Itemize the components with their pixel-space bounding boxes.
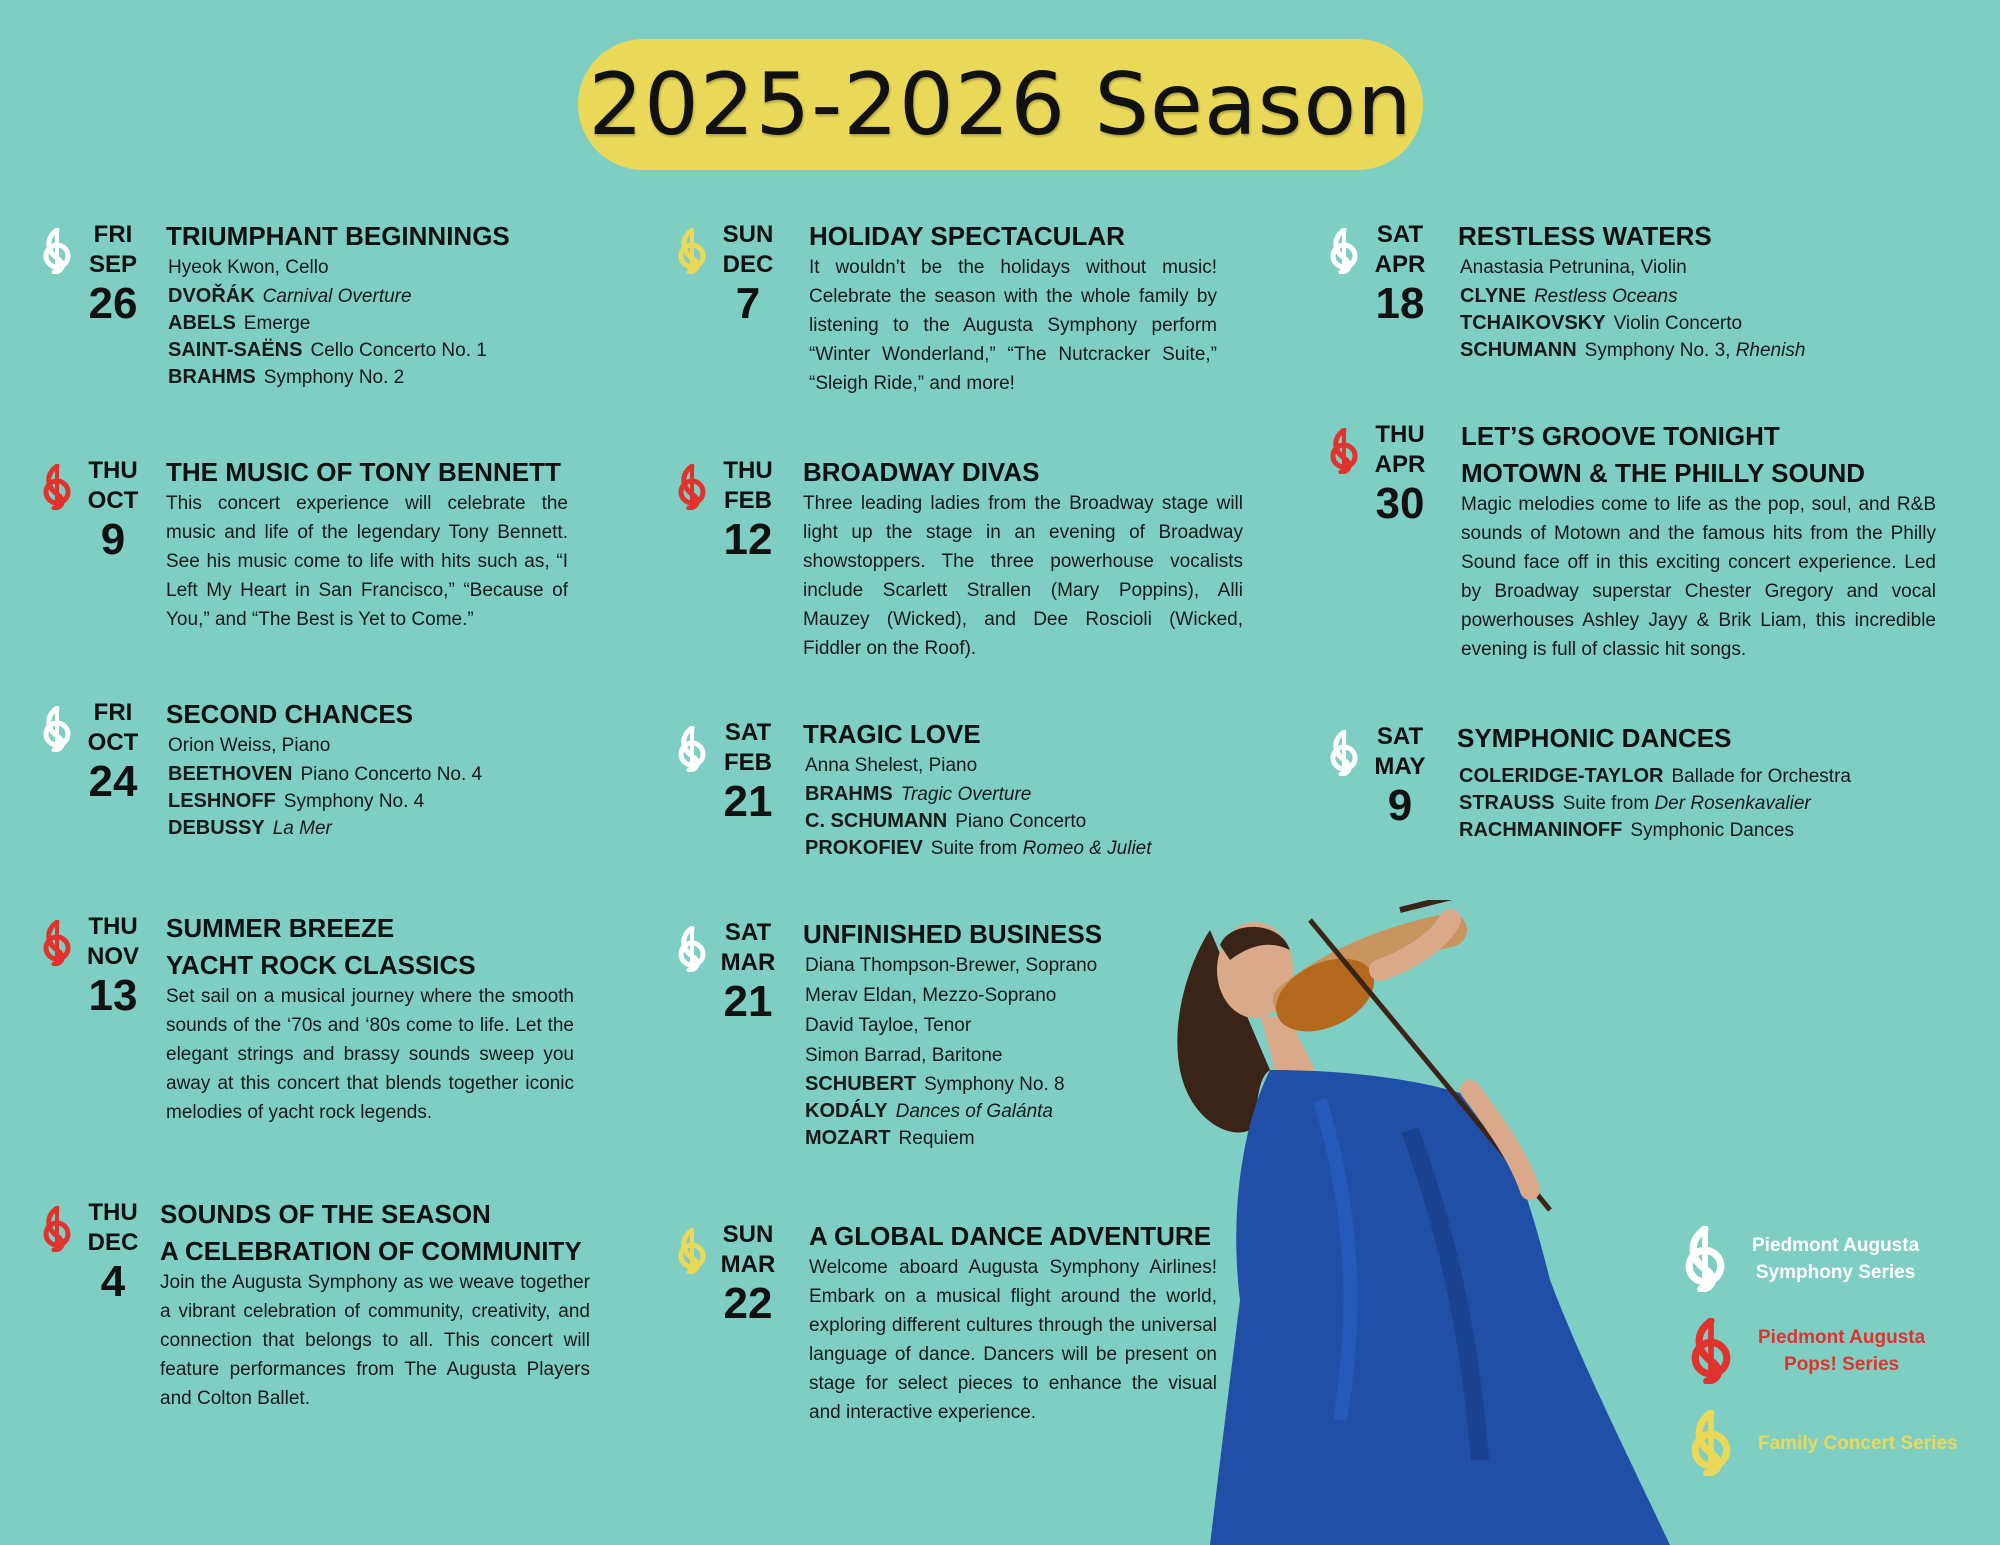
program-item: [168, 815, 608, 842]
program-item: [168, 283, 608, 310]
program-composer: SCHUMANN: [1460, 339, 1577, 361]
program-piece: [300, 764, 482, 785]
legend-label: [1758, 1324, 1925, 1378]
program-piece-title: Violin Concerto: [1613, 313, 1743, 334]
program-item: [168, 364, 608, 391]
program-item: [1459, 790, 1899, 817]
event-title: THE MUSIC OF TONY BENNETT: [166, 457, 561, 487]
legend-label: [1752, 1232, 1919, 1286]
symphony-series-clef-icon: [1327, 730, 1361, 776]
event-date: [78, 912, 148, 1018]
program-piece-title: Emerge: [243, 313, 311, 334]
season-title-banner: [578, 39, 1423, 170]
event-artist: Merav Eldan, Mezzo-Soprano: [805, 985, 1057, 1006]
program-composer: BRAHMS: [168, 366, 256, 388]
program-composer: TCHAIKOVSKY: [1460, 312, 1606, 334]
program-composer: LESHNOFF: [168, 790, 276, 812]
program-composer: C. SCHUMANN: [805, 810, 948, 832]
family-series-clef-icon: [675, 228, 709, 274]
pops-series-clef-icon: [675, 464, 709, 510]
program-item: [168, 788, 608, 815]
event-month: OCT: [87, 729, 139, 756]
event-description: This concert experience will celebrate the music and life of the legendary Tony Bennett. See his music come to life with hits such as, “I Left My Heart in San Francisco,” “Because of You,” and “The Best is Yet to Come.”: [166, 493, 568, 630]
event-title: LET’S GROOVE TONIGHT: [1461, 421, 1780, 451]
event-weekday: THU: [88, 457, 138, 484]
symphony-series-clef-icon: [40, 228, 74, 274]
legend-line2: Symphony Series: [1755, 1262, 1916, 1283]
event-date: [78, 698, 148, 804]
event-weekday: FRI: [93, 221, 133, 248]
event-month: OCT: [87, 487, 139, 514]
program-piece: [310, 340, 486, 361]
event-subtitle: MOTOWN & THE PHILLY SOUND: [1461, 458, 1865, 488]
program-composer: SCHUBERT: [805, 1073, 917, 1095]
event-title: HOLIDAY SPECTACULAR: [809, 221, 1125, 251]
event-artist: Simon Barrad, Baritone: [805, 1045, 1003, 1066]
event-details: [1460, 253, 1900, 364]
program-item: [805, 781, 1245, 808]
event-month: DEC: [722, 251, 774, 278]
event-title: UNFINISHED BUSINESS: [803, 919, 1103, 949]
event-weekday: THU: [1375, 421, 1425, 448]
program-piece: [264, 367, 404, 388]
program-piece: [284, 791, 424, 812]
program-piece-title: Symphony No. 2: [263, 367, 405, 388]
program-composer: DEBUSSY: [168, 817, 265, 839]
program-composer: RACHMANINOFF: [1459, 819, 1623, 841]
event-date: [713, 918, 783, 1024]
program-piece: [931, 838, 1152, 859]
program-item: [1460, 283, 1900, 310]
program-composer: SAINT-SAËNS: [168, 339, 303, 361]
legend-symphony: [1680, 1226, 1919, 1292]
program-composer: BRAHMS: [805, 783, 893, 805]
event-details: [168, 731, 608, 842]
program-piece: [1671, 766, 1851, 787]
program-piece-italic: Rhenish: [1735, 340, 1806, 361]
event-artist: Anna Shelest, Piano: [805, 755, 978, 776]
pops-series-clef-icon: [40, 1206, 74, 1252]
program-piece-italic: Der Rosenkavalier: [1654, 793, 1811, 814]
event-weekday: SUN: [722, 221, 774, 248]
violinist-photo: [1150, 900, 1710, 1545]
program-item: [168, 310, 608, 337]
event-month: MAY: [1374, 753, 1426, 780]
program-piece-title: Symphony No. 3,: [1584, 340, 1736, 361]
event-title: A GLOBAL DANCE ADVENTURE: [809, 1221, 1212, 1251]
event-month: APR: [1374, 451, 1426, 478]
event-details: [1459, 755, 1899, 844]
program-piece: [273, 818, 332, 839]
event-date: [1365, 220, 1435, 326]
event-month: MAR: [720, 1251, 776, 1278]
program-composer: MOZART: [805, 1127, 891, 1149]
legend-pops: [1686, 1318, 1925, 1384]
event-artist: Diana Thompson-Brewer, Soprano: [805, 955, 1098, 976]
program-piece: [1534, 286, 1678, 307]
program-piece: [899, 1128, 975, 1149]
program-piece-italic: Romeo & Juliet: [1022, 838, 1152, 859]
event-month: MAR: [720, 949, 776, 976]
program-piece: [1614, 313, 1743, 334]
event-weekday: SAT: [1376, 723, 1424, 750]
event-weekday: THU: [88, 1199, 138, 1226]
event-day: 12: [723, 515, 773, 564]
event-date: [713, 220, 783, 326]
event-artist: Anastasia Petrunina, Violin: [1460, 257, 1687, 278]
event-weekday: SAT: [724, 719, 772, 746]
event-date: [713, 456, 783, 562]
event-artist: David Tayloe, Tenor: [805, 1015, 972, 1036]
event-day: 9: [1387, 781, 1413, 830]
event-weekday: SUN: [722, 1221, 774, 1248]
symphony-series-clef-icon: [1680, 1226, 1730, 1292]
event-date: [78, 1198, 148, 1304]
event-weekday: FRI: [93, 699, 133, 726]
program-composer: BEETHOVEN: [168, 763, 293, 785]
event-title: TRAGIC LOVE: [803, 719, 981, 749]
legend-line2: Pops! Series: [1784, 1354, 1900, 1375]
program-item: [168, 761, 608, 788]
event-weekday: THU: [723, 457, 773, 484]
program-item: [1459, 763, 1899, 790]
program-piece-title: Suite from: [1562, 793, 1655, 814]
event-day: 30: [1375, 479, 1425, 528]
program-piece: [901, 784, 1032, 805]
event-weekday: SAT: [724, 919, 772, 946]
event-title: SOUNDS OF THE SEASON: [160, 1199, 491, 1229]
event-description: It wouldn’t be the holidays without music! Celebrate the season with the whole family by listening to the Augusta Symphony perform “Winter Wonderland,” “The Nutcracker Suite,” “Sleigh Ride,” and more!: [809, 257, 1217, 394]
program-piece-title: Requiem: [898, 1128, 975, 1149]
program-item: [168, 337, 608, 364]
event-title: BROADWAY DIVAS: [803, 457, 1040, 487]
program-piece: [263, 286, 412, 307]
event-description: Welcome aboard Augusta Symphony Airlines! Embark on a musical flight around the world, exploring different cultures through the universal language of dance. Dancers will be present on stage for select pieces to enhance the visual and interactive experience.: [809, 1257, 1217, 1423]
event-day: 21: [723, 977, 773, 1026]
program-piece: [1585, 340, 1806, 361]
event-date: [78, 220, 148, 326]
program-piece-title: Tragic Overture: [900, 784, 1032, 805]
family-series-clef-icon: [1686, 1410, 1736, 1476]
pops-series-clef-icon: [40, 920, 74, 966]
event-title: SYMPHONIC DANCES: [1457, 723, 1732, 753]
program-piece: [1563, 793, 1811, 814]
event-description: Three leading ladies from the Broadway stage will light up the stage in an evening of Broadway showstoppers. The three powerhouse vocalists include Scarlett Strallen (Mary Poppins), Alli Mauzey (Wicked), and Dee Roscioli (Wicked, Fiddler on the Roof).: [803, 493, 1243, 659]
program-piece-title: Suite from: [930, 838, 1023, 859]
event-month: APR: [1374, 251, 1426, 278]
event-month: FEB: [724, 487, 772, 514]
program-piece-title: Dances of Galánta: [895, 1101, 1053, 1122]
pops-series-clef-icon: [40, 464, 74, 510]
event-day: 26: [88, 279, 138, 328]
program-composer: KODÁLY: [805, 1100, 888, 1122]
legend-line1: Piedmont Augusta: [1758, 1327, 1926, 1348]
legend-line1: Family Concert Series: [1758, 1432, 1958, 1454]
program-piece-title: Symphony No. 4: [283, 791, 425, 812]
event-month: FEB: [724, 749, 772, 776]
symphony-series-clef-icon: [675, 726, 709, 772]
event-title: RESTLESS WATERS: [1458, 221, 1712, 251]
program-piece-title: Symphony No. 8: [924, 1074, 1065, 1095]
event-date: [713, 1220, 783, 1326]
event-artist: Hyeok Kwon, Cello: [168, 257, 329, 278]
event-title: TRIUMPHANT BEGINNINGS: [166, 221, 510, 251]
program-composer: COLERIDGE-TAYLOR: [1459, 765, 1664, 787]
event-day: 21: [723, 777, 773, 826]
event-title: SECOND CHANCES: [166, 699, 414, 729]
program-piece-title: Piano Concerto: [955, 811, 1087, 832]
program-piece: [244, 313, 311, 334]
event-day: 7: [735, 279, 761, 328]
event-title: SUMMER BREEZE: [166, 913, 395, 943]
pops-series-clef-icon: [1327, 428, 1361, 474]
program-composer: CLYNE: [1460, 285, 1526, 307]
event-date: [713, 718, 783, 824]
program-piece: [1630, 820, 1794, 841]
event-date: [78, 456, 148, 562]
pops-series-clef-icon: [1686, 1318, 1736, 1384]
symphony-series-clef-icon: [675, 926, 709, 972]
legend-line1: Piedmont Augusta: [1752, 1235, 1920, 1256]
event-day: 9: [100, 515, 126, 564]
event-day: 13: [88, 971, 138, 1020]
event-description: Magic melodies come to life as the pop, soul, and R&B sounds of Motown and the famous hits from the Philly Sound face off in this exciting concert experience. Led by Broadway superstar Chester Gregory and vocal powerhouses Ashley Jayy & Brik Liam, this incredible evening is full of classic hit songs.: [1461, 494, 1936, 660]
season-title: 2025-2026 Season: [588, 54, 1413, 155]
program-piece: [896, 1101, 1053, 1122]
program-composer: STRAUSS: [1459, 792, 1555, 814]
program-composer: PROKOFIEV: [805, 837, 923, 859]
event-month: SEP: [88, 251, 138, 278]
event-weekday: SAT: [1376, 221, 1424, 248]
event-weekday: THU: [88, 913, 138, 940]
event-details: [168, 253, 608, 391]
event-artist: Orion Weiss, Piano: [168, 735, 331, 756]
event-day: 4: [100, 1257, 126, 1306]
symphony-series-clef-icon: [40, 706, 74, 752]
event-day: 24: [88, 757, 138, 806]
family-series-clef-icon: [675, 1228, 709, 1274]
program-piece-title: La Mer: [272, 818, 332, 839]
event-month: NOV: [86, 943, 139, 970]
event-month: DEC: [87, 1229, 139, 1256]
program-item: [805, 835, 1245, 862]
legend-family: [1686, 1410, 1958, 1476]
event-day: 18: [1375, 279, 1425, 328]
event-date: [1365, 420, 1435, 526]
program-piece-title: Carnival Overture: [262, 286, 412, 307]
program-piece-title: Symphonic Dances: [1630, 820, 1795, 841]
event-details: [805, 751, 1245, 862]
legend-label: [1758, 1430, 1958, 1457]
symphony-series-clef-icon: [1327, 228, 1361, 274]
event-subtitle: A CELEBRATION OF COMMUNITY: [160, 1236, 582, 1266]
event-subtitle: YACHT ROCK CLASSICS: [166, 950, 476, 980]
program-composer: DVOŘÁK: [168, 285, 255, 307]
program-composer: ABELS: [168, 312, 236, 334]
program-piece-title: Cello Concerto No. 1: [310, 340, 487, 361]
program-piece: [924, 1074, 1064, 1095]
program-item: [1459, 817, 1899, 844]
program-item: [1460, 310, 1900, 337]
program-piece-title: Piano Concerto No. 4: [300, 764, 483, 785]
program-piece-title: Restless Oceans: [1533, 286, 1678, 307]
program-piece-title: Ballade for Orchestra: [1671, 766, 1851, 787]
event-day: 22: [723, 1279, 773, 1328]
event-description: Set sail on a musical journey where the smooth sounds of the ‘70s and ‘80s come to life. Let the elegant strings and brassy sounds sweep you away at this concert that blends together iconic melodies of yacht rock legends.: [166, 986, 574, 1123]
event-description: Join the Augusta Symphony as we weave together a vibrant celebration of community, creativity, and connection that belongs to all. This concert will feature performances from The Augusta Players and Colton Ballet.: [160, 1272, 590, 1409]
program-item: [805, 808, 1245, 835]
program-piece: [955, 811, 1086, 832]
event-date: [1365, 722, 1435, 828]
program-item: [1460, 337, 1900, 364]
